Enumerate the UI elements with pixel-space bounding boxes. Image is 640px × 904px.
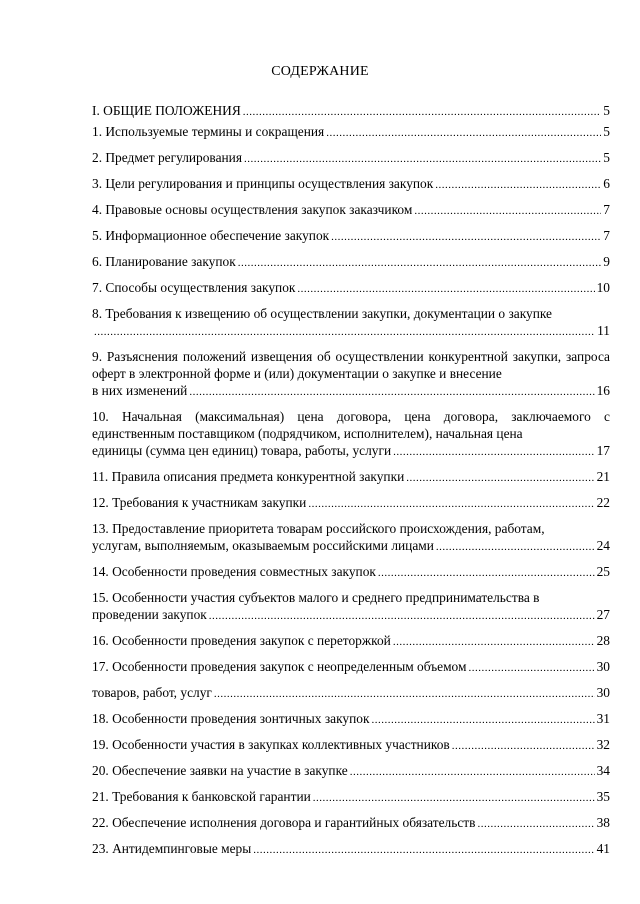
toc-entry-text: 15. Особенности участия субъектов малого и среднего предпринимательства в bbox=[92, 590, 540, 605]
toc-entry-line bbox=[92, 710, 610, 729]
toc-entry-line bbox=[92, 788, 610, 807]
toc-entry-label: 1. Используемые термины и сокращения bbox=[92, 124, 325, 139]
toc-page-number: 5 bbox=[603, 150, 610, 165]
toc-page-number: 38 bbox=[596, 815, 610, 830]
toc-entry-line bbox=[92, 814, 610, 833]
page-title: СОДЕРЖАНИЕ bbox=[271, 64, 369, 79]
toc-entry-line bbox=[92, 606, 610, 625]
toc-entry-line bbox=[92, 201, 610, 220]
toc-page-number: 30 bbox=[596, 659, 610, 674]
toc-entry[interactable] bbox=[92, 279, 610, 298]
toc-entry-line bbox=[92, 123, 610, 142]
toc-entry-label: 4. Правовые основы осуществления закупок заказчиком bbox=[92, 202, 413, 217]
toc-entry[interactable] bbox=[92, 762, 610, 781]
dot-leader bbox=[313, 790, 595, 807]
toc-entry-line bbox=[92, 537, 610, 556]
toc-entry[interactable] bbox=[92, 520, 610, 556]
dot-leader bbox=[214, 686, 595, 703]
dot-leader bbox=[468, 660, 594, 677]
dot-leader bbox=[243, 104, 602, 121]
toc-entry-line bbox=[92, 632, 610, 651]
toc-entry-text: 13. Предоставление приоритета товарам российского происхождения, работам, bbox=[92, 521, 545, 536]
toc-entry-line bbox=[92, 175, 610, 194]
toc-entry-label: 23. Антидемпинговые меры bbox=[92, 841, 252, 856]
toc-page-number: 27 bbox=[596, 607, 610, 622]
toc-entry-line bbox=[92, 762, 610, 781]
toc-entry[interactable] bbox=[92, 201, 610, 220]
toc-entry-label: 5. Информационное обеспечение закупок bbox=[92, 228, 330, 243]
dot-leader bbox=[326, 125, 601, 142]
toc-entry[interactable] bbox=[92, 348, 610, 401]
toc-entry[interactable] bbox=[92, 102, 610, 121]
toc-entry-text: 9. Разъяснения положений извещения об осуществлении конкурентной закупки, запроса оферт в электронной форме и (или) документации о закупке и внесение bbox=[92, 349, 610, 381]
toc-entry-label: в них изменений bbox=[92, 383, 188, 398]
toc-page-number: 25 bbox=[596, 564, 610, 579]
toc-entry-line bbox=[92, 442, 610, 461]
dot-leader bbox=[209, 608, 595, 625]
dot-leader bbox=[238, 255, 602, 272]
toc-entry-line bbox=[92, 468, 610, 487]
toc-entry-line bbox=[92, 322, 610, 341]
toc-entry[interactable] bbox=[92, 658, 610, 677]
toc-entry-label: 3. Цели регулирования и принципы осуществления закупок bbox=[92, 176, 434, 191]
toc-entry[interactable] bbox=[92, 632, 610, 651]
dot-leader bbox=[371, 712, 594, 729]
toc-entry-label: 22. Обеспечение исполнения договора и гарантийных обязательств bbox=[92, 815, 476, 830]
toc-entry-line bbox=[92, 563, 610, 582]
toc-page-number: 21 bbox=[596, 469, 610, 484]
toc-page-number: 22 bbox=[596, 495, 610, 510]
toc-entry[interactable] bbox=[92, 736, 610, 755]
toc-entry[interactable] bbox=[92, 305, 610, 341]
dot-leader bbox=[297, 281, 594, 298]
toc-entry[interactable] bbox=[92, 814, 610, 833]
toc-entry-line bbox=[92, 382, 610, 401]
toc-entry-line bbox=[92, 684, 610, 703]
dot-leader bbox=[308, 496, 594, 513]
toc-entry[interactable] bbox=[92, 494, 610, 513]
toc-entry-label: 12. Требования к участникам закупки bbox=[92, 495, 307, 510]
toc-entry-label: I. ОБЩИЕ ПОЛОЖЕНИЯ bbox=[92, 103, 241, 118]
toc-entry[interactable] bbox=[92, 123, 610, 142]
toc-entry-text: 10. Начальная (максимальная) цена договора, цена договора, заключаемого с единственным поставщиком (подрядчиком, исполнителем), начальная цена bbox=[92, 409, 610, 441]
dot-leader bbox=[350, 764, 595, 781]
toc-entry-line bbox=[92, 736, 610, 755]
toc-entry-label: проведении закупок bbox=[92, 607, 207, 622]
toc-entry-label: товаров, работ, услуг bbox=[92, 685, 212, 700]
toc-entry-label: 2. Предмет регулирования bbox=[92, 150, 243, 165]
toc-entry-label: услугам, выполняемым, оказываемым российскими лицами bbox=[92, 538, 434, 553]
toc-entry-line bbox=[92, 279, 610, 298]
toc-page-number: 28 bbox=[596, 633, 610, 648]
dot-leader bbox=[244, 151, 601, 168]
dot-leader bbox=[94, 324, 595, 341]
toc-entry-label: 16. Особенности проведения закупок с переторжкой bbox=[92, 633, 391, 648]
toc-entry[interactable] bbox=[92, 684, 610, 703]
dot-leader bbox=[253, 842, 594, 859]
toc-entry[interactable] bbox=[92, 563, 610, 582]
toc-entry[interactable] bbox=[92, 840, 610, 859]
toc-entry-line bbox=[92, 102, 610, 121]
table-of-contents bbox=[92, 102, 610, 866]
toc-entry[interactable] bbox=[92, 589, 610, 625]
toc-page-number: 5 bbox=[603, 124, 610, 139]
toc-entry-label: 11. Правила описания предмета конкурентной закупки bbox=[92, 469, 405, 484]
dot-leader bbox=[406, 470, 594, 487]
toc-page-number: 31 bbox=[596, 711, 610, 726]
dot-leader bbox=[435, 177, 601, 194]
toc-page-number: 32 bbox=[596, 737, 610, 752]
toc-entry-label: единицы (сумма цен единиц) товара, работы, услуги bbox=[92, 443, 392, 458]
toc-entry-label: 6. Планирование закупок bbox=[92, 254, 236, 269]
dot-leader bbox=[414, 203, 601, 220]
dot-leader bbox=[393, 634, 595, 651]
toc-page-number: 34 bbox=[596, 763, 610, 778]
dot-leader bbox=[378, 565, 595, 582]
toc-entry[interactable] bbox=[92, 175, 610, 194]
toc-page-number: 5 bbox=[603, 103, 610, 118]
dot-leader bbox=[189, 384, 594, 401]
toc-entry-label: 21. Требования к банковской гарантии bbox=[92, 789, 311, 804]
toc-page-number: 16 bbox=[596, 383, 610, 398]
toc-page-number: 41 bbox=[596, 841, 610, 856]
toc-entry-label: 14. Особенности проведения совместных закупок bbox=[92, 564, 376, 579]
toc-entry-line bbox=[92, 494, 610, 513]
toc-entry-line bbox=[92, 253, 610, 272]
toc-entry-line bbox=[92, 149, 610, 168]
toc-page-number: 7 bbox=[603, 228, 610, 243]
toc-entry-label: 7. Способы осуществления закупок bbox=[92, 280, 296, 295]
toc-entry-line bbox=[92, 840, 610, 859]
dot-leader bbox=[477, 816, 594, 833]
toc-page-number: 17 bbox=[596, 443, 610, 458]
dot-leader bbox=[436, 539, 595, 556]
toc-page-number: 7 bbox=[603, 202, 610, 217]
toc-entry[interactable] bbox=[92, 408, 610, 461]
toc-page-number: 35 bbox=[596, 789, 610, 804]
toc-entry[interactable] bbox=[92, 710, 610, 729]
toc-entry[interactable] bbox=[92, 788, 610, 807]
toc-page-number: 11 bbox=[597, 323, 610, 338]
toc-page-number: 6 bbox=[603, 176, 610, 191]
toc-page-number: 10 bbox=[596, 280, 610, 295]
toc-entry[interactable] bbox=[92, 227, 610, 246]
dot-leader bbox=[393, 444, 594, 461]
toc-page-number: 30 bbox=[596, 685, 610, 700]
toc-entry-label: 19. Особенности участия в закупках коллективных участников bbox=[92, 737, 450, 752]
toc-entry[interactable] bbox=[92, 253, 610, 272]
toc-entry-label: 18. Особенности проведения зонтичных закупок bbox=[92, 711, 370, 726]
toc-entry-label: 17. Особенности проведения закупок с неопределенным объемом bbox=[92, 659, 467, 674]
toc-page-number: 24 bbox=[596, 538, 610, 553]
toc-entry[interactable] bbox=[92, 468, 610, 487]
toc-entry-line bbox=[92, 227, 610, 246]
toc-entry-text: 8. Требования к извещению об осуществлении закупки, документации о закупке bbox=[92, 306, 552, 321]
dot-leader bbox=[452, 738, 595, 755]
toc-entry[interactable] bbox=[92, 149, 610, 168]
toc-entry-line bbox=[92, 658, 610, 677]
toc-page-number: 9 bbox=[603, 254, 610, 269]
dot-leader bbox=[331, 229, 601, 246]
toc-entry-label: 20. Обеспечение заявки на участие в закупке bbox=[92, 763, 348, 778]
